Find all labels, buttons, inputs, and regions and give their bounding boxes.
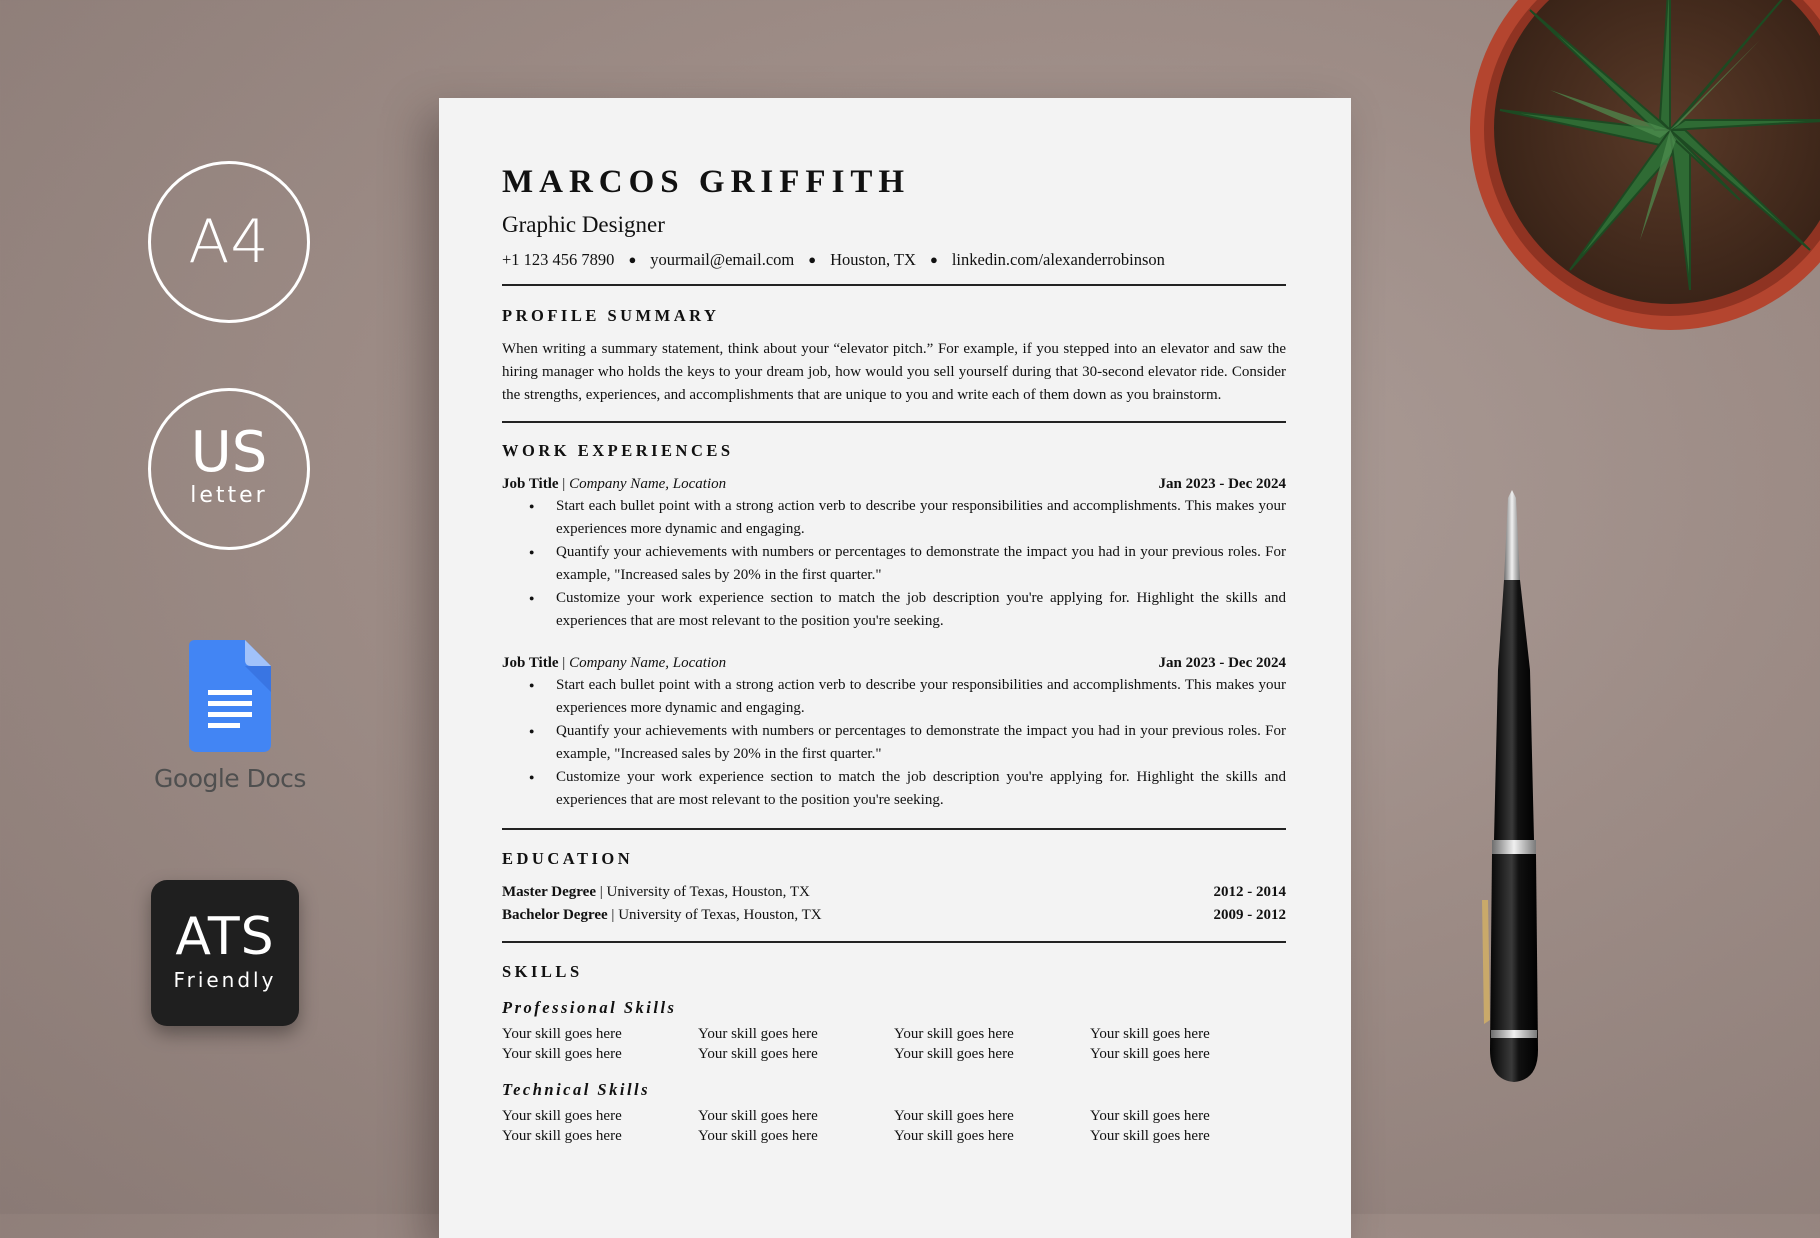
skill-item: Your skill goes here [894, 1026, 1014, 1042]
skill-item: Your skill goes here [698, 1128, 818, 1144]
friendly-label: Friendly [173, 968, 277, 992]
google-docs-label: Google Docs [154, 764, 306, 793]
profile-summary-heading: PROFILE SUMMARY [502, 306, 720, 325]
job-entry [502, 473, 1286, 633]
job-dates: Jan 2023 - Dec 2024 [1158, 655, 1286, 671]
candidate-role: Graphic Designer [502, 212, 665, 237]
technical-skills-heading: Technical Skills [502, 1080, 651, 1099]
profile-summary-text: When writing a summary statement, think about your “elevator pitch.” For example, if you stepped into an elevator and saw the hiring manager who holds the keys to your dream job, how would you sell yourself during that 30-second elevator ride. Consider the strengths, experiences, and accomplishments that are unique to you and write each of them down as you brainstorm. [502, 341, 1286, 403]
us-letter-badge [148, 388, 310, 550]
professional-skills-heading: Professional Skills [502, 998, 677, 1017]
pen-image [1460, 490, 1570, 1130]
contact-location: Houston, TX [830, 250, 916, 269]
education-years: 2009 - 2012 [1213, 907, 1286, 923]
contact-linkedin: linkedin.com/alexanderrobinson [951, 250, 1165, 269]
a4-badge [148, 161, 310, 323]
contact-separator: ● [628, 252, 637, 267]
job-company: Company Name, Location [569, 476, 727, 492]
job-bullet: ● Start each bullet point with a strong action verb to describe your responsibilities and accomplishments. This makes your experiences more dynamic and engaging. [556, 495, 1286, 541]
contact-phone: +1 123 456 7890 [502, 250, 615, 269]
job-bullet: ● Start each bullet point with a strong action verb to describe your responsibilities and accomplishments. This makes your experiences more dynamic and engaging. [556, 674, 1286, 720]
job-separator: | [558, 655, 570, 671]
job-separator: | [558, 476, 570, 492]
skill-item: Your skill goes here [502, 1046, 622, 1062]
education-list [502, 881, 1286, 927]
a4-label: A4 [188, 207, 270, 277]
skill-item: Your skill goes here [894, 1046, 1014, 1062]
degree: Master Degree [502, 884, 596, 900]
contact-line [502, 250, 1286, 270]
skill-item: Your skill goes here [698, 1108, 818, 1124]
job-bullets [502, 495, 1286, 633]
job-bullet: ● Quantify your achievements with numbers or percentages to demonstrate the impact you had in your previous roles. For example, "Increased sales by 20% in the first quarter." [556, 720, 1286, 766]
us-label: US [190, 420, 268, 485]
resume-page [439, 98, 1351, 1238]
degree-separator: | [595, 884, 607, 900]
technical-skills-grid [502, 1106, 1286, 1146]
degree-separator: | [607, 907, 619, 923]
skill-item: Your skill goes here [698, 1046, 818, 1062]
skill-item: Your skill goes here [1090, 1026, 1210, 1042]
skill-item: Your skill goes here [502, 1108, 622, 1124]
contact-email: yourmail@email.com [650, 250, 795, 269]
job-bullets [502, 674, 1286, 812]
google-docs-badge [150, 640, 310, 800]
potted-plant-image [1440, 0, 1820, 370]
letter-label: letter [190, 483, 268, 508]
job-title: Job Title [502, 655, 559, 671]
job-bullet: ● Customize your work experience section to match the job description you're applying for. Highlight the skills and experiences that are most relevant to the position you're seeking. [556, 587, 1286, 633]
work-experiences-heading: WORK EXPERIENCES [502, 441, 734, 460]
skill-item: Your skill goes here [1090, 1046, 1210, 1062]
skill-item: Your skill goes here [502, 1026, 622, 1042]
job-bullet: ● Quantify your achievements with numbers or percentages to demonstrate the impact you had in your previous roles. For example, "Increased sales by 20% in the first quarter." [556, 541, 1286, 587]
section-divider [502, 421, 1286, 423]
section-divider [502, 284, 1286, 286]
ats-friendly-badge [151, 880, 299, 1026]
education-row [502, 881, 1286, 904]
skill-item: Your skill goes here [502, 1128, 622, 1144]
contact-separator: ● [808, 252, 817, 267]
school: University of Texas, Houston, TX [606, 884, 810, 900]
skills-heading: SKILLS [502, 962, 583, 981]
professional-skills-grid [502, 1024, 1286, 1064]
google-docs-icon [189, 640, 271, 752]
education-row [502, 904, 1286, 927]
job-dates: Jan 2023 - Dec 2024 [1158, 476, 1286, 492]
skill-item: Your skill goes here [894, 1128, 1014, 1144]
education-heading: EDUCATION [502, 849, 634, 868]
degree: Bachelor Degree [502, 907, 608, 923]
skill-item: Your skill goes here [1090, 1128, 1210, 1144]
job-header [502, 652, 1286, 674]
job-header [502, 473, 1286, 495]
ats-label: ATS [175, 907, 275, 967]
education-years: 2012 - 2014 [1213, 884, 1286, 900]
job-title: Job Title [502, 476, 559, 492]
contact-separator: ● [929, 252, 938, 267]
skill-item: Your skill goes here [698, 1026, 818, 1042]
section-divider [502, 941, 1286, 943]
school: University of Texas, Houston, TX [618, 907, 822, 923]
skill-item: Your skill goes here [1090, 1108, 1210, 1124]
candidate-name: MARCOS GRIFFITH [502, 164, 911, 200]
job-entry [502, 652, 1286, 812]
section-divider [502, 828, 1286, 830]
skill-item: Your skill goes here [894, 1108, 1014, 1124]
job-bullet: ● Customize your work experience section to match the job description you're applying for. Highlight the skills and experiences that are most relevant to the position you're seeking. [556, 766, 1286, 812]
job-company: Company Name, Location [569, 655, 727, 671]
